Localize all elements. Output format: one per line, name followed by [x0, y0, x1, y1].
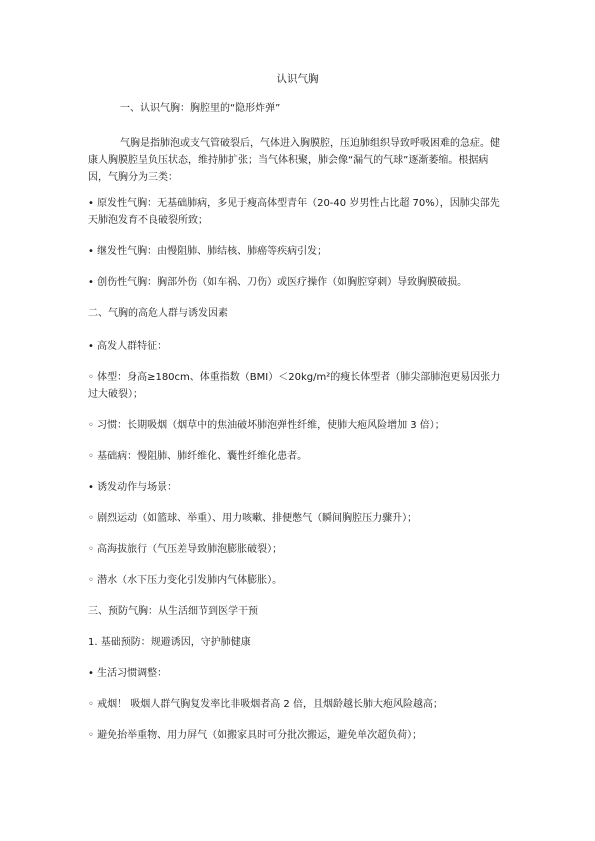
section-1-intro-paragraph: 气胸是指肺泡或支气管破裂后，气体进入胸膜腔，压迫肺组织导致呼吸困难的急症。健康人胸膜腔呈负压状态，维持肺扩张；当气体积聚，肺会像“漏气的气球”逐渐萎缩。根据病因，气胸分为三类：: [88, 138, 500, 183]
section-2-item-exercise: ◦ 剧烈运动（如篮球、举重）、用力咳嗽、排便憋气（瞬间胸腔压力骤升）；: [88, 513, 418, 524]
section-3-subheading-1: 1. 基础预防：规避诱因，守护肺健康: [88, 637, 251, 648]
document-title: 认识气胸: [276, 73, 319, 85]
section-2-item-altitude: ◦ 高海拔旅行（气压差导致肺泡膨胀破裂）；: [88, 544, 283, 555]
section-1-bullet-primary: • 原发性气胸：无基础肺病，多见于瘦高体型青年（20-40 岁男性占比超 70%），因肺尖部先天肺泡发育不良破裂所致；: [88, 198, 500, 226]
section-3-bullet-lifestyle: • 生活习惯调整：: [88, 668, 168, 679]
section-3-item-avoid-lifting: ◦ 避免抬举重物、用力屏气（如搬家具时可分批次搬运，避免单次超负荷）；: [88, 730, 423, 741]
section-1-heading: 一、认识气胸：胸腔里的“隐形炸弹”: [120, 103, 281, 114]
section-2-bullet-triggers: • 诱发动作与场景：: [88, 482, 178, 493]
section-2-item-disease: ◦ 基础病：慢阻肺、肺纤维化、囊性纤维化患者。: [88, 451, 308, 462]
section-1-bullet-traumatic: • 创伤性气胸：胸部外伤（如车祸、刀伤）或医疗操作（如胸腔穿刺）导致胸膜破损。: [88, 277, 468, 288]
section-2-item-diving: ◦ 潜水（水下压力变化引发肺内气体膨胀）。: [88, 575, 283, 586]
section-1-bullet-secondary: • 继发性气胸：由慢阻肺、肺结核、肺癌等疾病引发；: [88, 246, 328, 257]
section-2-item-body-type: ◦ 体型：身高≥180cm、体重指数（BMI）＜20kg/m²的瘦长体型者（肺尖部肺泡更易因张力过大破裂）；: [88, 372, 501, 400]
section-3-item-quit-smoking: ◦ 戒烟！ 吸烟人群气胸复发率比非吸烟者高 2 倍，且烟龄越长肺大疱风险越高；: [88, 699, 443, 710]
section-2-bullet-high-risk: • 高发人群特征：: [88, 341, 168, 352]
section-2-item-habit: ◦ 习惯：长期吸烟（烟草中的焦油破坏肺泡弹性纤维，使肺大疱风险增加 3 倍）；: [88, 420, 445, 431]
section-3-heading: 三、预防气胸：从生活细节到医学干预: [88, 606, 258, 617]
section-2-heading: 二、气胸的高危人群与诱发因素: [88, 308, 228, 319]
